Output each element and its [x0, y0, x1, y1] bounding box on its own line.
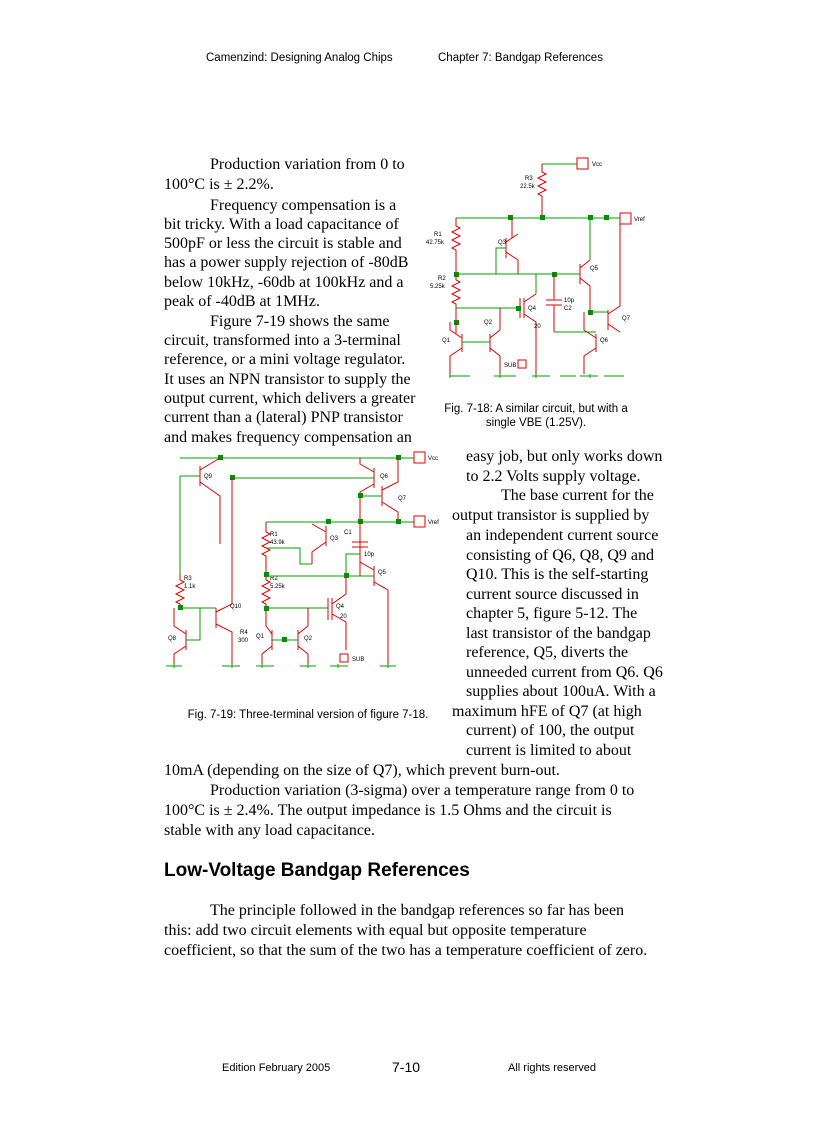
wire [266, 554, 374, 576]
text-line: Production variation from 0 to [210, 156, 405, 173]
figure-7-19-schematic [160, 448, 454, 684]
label-vref: Vref [428, 520, 439, 526]
transistor-q3 [312, 524, 326, 564]
vref-pin [414, 516, 425, 527]
caption-line: Fig. 7-18: A similar circuit, but with a [444, 403, 628, 415]
label-r1-value: 43.9k [270, 540, 285, 546]
wire [456, 248, 554, 274]
text-line: The base current for the [501, 487, 654, 504]
text-line: consisting of Q6, Q8, Q9 and [466, 547, 654, 564]
running-header-title: Camenzind: Designing Analog Chips [206, 52, 393, 64]
label-r1: R1 [270, 532, 278, 538]
text-line: chapter 5, figure 5-12. The [466, 605, 638, 622]
caption-line: single VBE (1.25V). [485, 417, 587, 429]
label-q6: Q6 [600, 338, 609, 344]
resistor-r1 [452, 218, 460, 274]
capacitor-c2 [546, 274, 562, 332]
footer-page-number: 7-10 [392, 1059, 421, 1075]
label-q9: Q9 [204, 474, 213, 480]
text-line: coefficient, so that the sum of the two has a temperature coefficient of zero. [164, 942, 648, 959]
label-r3: R3 [525, 176, 533, 182]
wire [554, 218, 590, 274]
text-line: Figure 7-19 shows the same [210, 313, 390, 330]
transistor-q7 [608, 218, 620, 332]
transistor-q9 [200, 458, 220, 544]
label-r2-value: 5.25k [430, 284, 445, 290]
label-c2: C2 [564, 306, 572, 312]
text-line: Frequency compensation is a [210, 197, 397, 214]
label-q5: Q5 [378, 570, 387, 576]
text-line: 100°C is ± 2.2%. [164, 176, 274, 193]
text-line: reference, or a mini voltage regulator. [164, 351, 406, 368]
label-q4: Q4 [336, 604, 345, 610]
label-r3-value: 1.1k [184, 584, 196, 590]
text-line: It uses an NPN transistor to supply the [164, 371, 411, 388]
junction [604, 215, 609, 220]
ground-symbols [166, 664, 396, 668]
label-q7: Q7 [398, 496, 407, 502]
label-q1: Q1 [256, 634, 265, 640]
label-c1: C1 [344, 530, 352, 536]
wire [266, 548, 312, 564]
label-q8: Q8 [168, 636, 177, 642]
resistor-r3 [538, 164, 546, 218]
label-vcc: Vcc [428, 456, 439, 462]
junction [358, 493, 363, 498]
text-line: current than a (lateral) PNP transistor [164, 409, 403, 426]
resistor-r3 [176, 574, 184, 608]
text-line: stable with any load capacitance. [164, 822, 376, 839]
footer-edition: Edition February 2005 [222, 1062, 331, 1074]
transistor-q5 [580, 260, 590, 312]
sub-pin [340, 654, 348, 662]
label-q2: Q2 [484, 320, 493, 326]
label-r3: R3 [184, 576, 192, 582]
running-header-chapter: Chapter 7: Bandgap References [438, 52, 603, 64]
text-line: Production variation (3-sigma) over a temperature range from 0 to [210, 782, 635, 799]
vcc-pin [414, 452, 425, 463]
label-r2: R2 [270, 576, 278, 582]
label-q10: Q10 [230, 604, 242, 610]
text-line: Q10. This is the self-starting [466, 566, 649, 583]
text-line: current source discussed in [466, 586, 639, 603]
text-line: easy job, but only works down [466, 448, 663, 465]
text-line: The principle followed in the bandgap references so far has been [210, 902, 625, 919]
label-q6: Q6 [380, 474, 389, 480]
label-r1: R1 [434, 232, 442, 238]
figure-7-19-caption: Fig. 7-19: Three-terminal version of figure 7-18. [187, 709, 429, 721]
resistor-r2 [452, 274, 460, 322]
junction [516, 306, 521, 311]
label-sub: SUB [352, 657, 365, 663]
text-line: last transistor of the bandgap [466, 625, 651, 642]
text-line: this: add two circuit elements with equal but opposite temperature [164, 922, 587, 939]
junction [540, 215, 545, 220]
ground-symbols [450, 374, 624, 378]
junction [326, 519, 331, 524]
vcc-pin [577, 158, 588, 169]
figure-7-18-schematic [420, 152, 645, 388]
label-r3-value: 22.5k [520, 184, 535, 190]
label-c1-value: 10p [364, 552, 375, 558]
capacitor-c1 [352, 522, 368, 576]
junction [264, 606, 269, 611]
text-line: maximum hFE of Q7 (at high [452, 703, 642, 720]
text-line: current is limited to about [466, 742, 632, 759]
label-20: 20 [534, 324, 541, 330]
text-line: output current, which delivers a greater [164, 390, 416, 407]
transistor-q5 [360, 562, 388, 664]
label-q3: Q3 [330, 536, 339, 542]
text-line: unneeded current from Q6. Q6 [466, 664, 663, 681]
text-line: 100°C is ± 2.4%. The output impedance is 1.5 Ohms and the circuit is [164, 802, 612, 819]
junction [282, 637, 287, 642]
transistor-q7 [382, 458, 398, 522]
text-line: has a power supply rejection of -80dB [164, 254, 409, 271]
text-line: peak of -40dB at 1MHz. [164, 293, 320, 310]
transistor-q4 [328, 576, 346, 650]
label-q7: Q7 [622, 316, 631, 322]
transistor-q3 [506, 218, 518, 274]
transistor-q10 [216, 478, 232, 664]
footer-rights: All rights reserved [508, 1062, 597, 1074]
label-vcc: Vcc [592, 162, 603, 168]
text-line: 500pF or less the circuit is stable and [164, 235, 402, 252]
label-r2: R2 [438, 276, 446, 282]
wire [186, 608, 200, 640]
label-q1: Q1 [442, 338, 451, 344]
text-line: bit tricky. With a load capacitance of [164, 216, 399, 233]
transistor-q6 [584, 312, 596, 374]
label-r1-value: 42.75k [426, 240, 445, 246]
text-line: below 10kHz, -60db at 100kHz and a [164, 274, 404, 291]
label-c2-value: 10p [564, 298, 575, 304]
text-line: current) of 100, the output [466, 722, 635, 739]
text-line: output transistor is supplied by [452, 507, 650, 524]
text-line: and makes frequency compensation an [164, 429, 412, 446]
label-q4: Q4 [528, 306, 537, 312]
text-line: an independent current source [466, 527, 659, 544]
vref-pin [620, 213, 631, 224]
text-line: circuit, transformed into a 3-terminal [164, 332, 401, 349]
text-line: supplies about 100uA. With a [466, 683, 656, 700]
junction [588, 310, 593, 315]
transistor-q1 [450, 322, 462, 374]
wire [180, 476, 200, 574]
junction [396, 519, 401, 524]
transistor-q6 [360, 458, 374, 554]
label-r4-value: 300 [238, 638, 249, 644]
text-line: 10mA (depending on the size of Q7), which prevent burn-out. [164, 762, 560, 779]
label-q5: Q5 [590, 266, 599, 272]
text-line: reference, Q5, diverts the [466, 644, 629, 661]
label-r4: R4 [240, 630, 248, 636]
transistor-q2 [490, 308, 500, 374]
label-20: 20 [340, 614, 347, 620]
sub-pin [518, 360, 526, 368]
label-q2: Q2 [304, 636, 313, 642]
label-sub: SUB [504, 363, 517, 369]
label-r2-value: 5.25k [270, 584, 285, 590]
label-q3: Q3 [498, 240, 507, 246]
figure-7-18-caption [430, 402, 642, 430]
section-heading: Low-Voltage Bandgap References [164, 860, 470, 881]
label-vref: Vref [634, 217, 645, 223]
text-line: to 2.2 Volts supply voltage. [466, 468, 641, 485]
